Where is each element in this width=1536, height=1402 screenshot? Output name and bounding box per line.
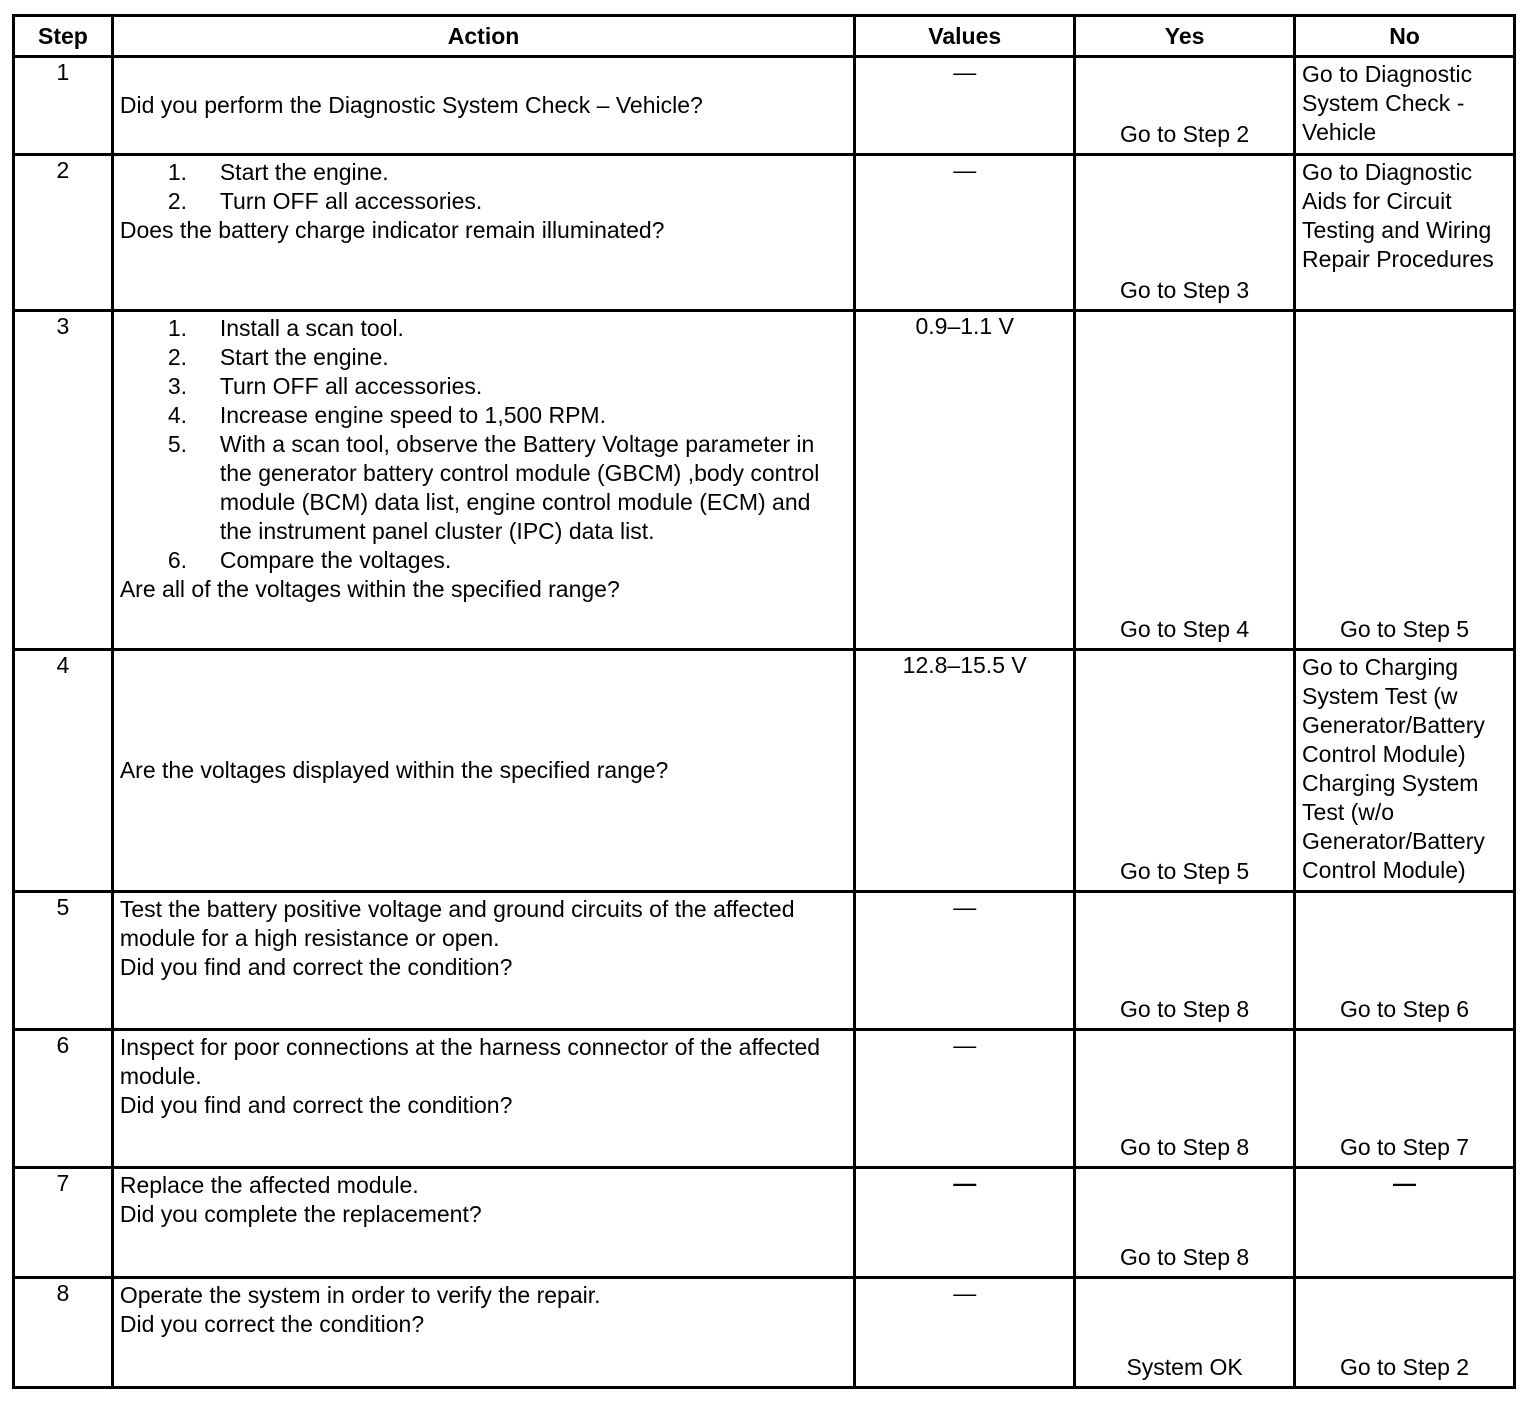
no-cell: Go to Step 6 bbox=[1295, 892, 1515, 1030]
header-values: Values bbox=[855, 16, 1075, 57]
action-question: Did you find and correct the condition? bbox=[119, 954, 513, 980]
action-steps bbox=[120, 158, 845, 216]
list-item: 1. Install a scan tool. bbox=[167, 315, 404, 341]
no-cell: Go to Step 2 bbox=[1295, 1278, 1515, 1388]
action-question: Does the battery charge indicator remain illuminated? bbox=[119, 217, 665, 243]
action-steps bbox=[120, 314, 845, 575]
step-number: 6 bbox=[14, 1030, 113, 1168]
value-cell: — bbox=[855, 1278, 1075, 1388]
list-item: 3. Turn OFF all accessories. bbox=[167, 373, 483, 399]
step-number: 4 bbox=[14, 650, 113, 892]
table-row bbox=[14, 650, 1515, 892]
yes-cell: Go to Step 3 bbox=[1075, 155, 1295, 311]
list-item: 4. Increase engine speed to 1,500 RPM. bbox=[167, 402, 606, 428]
value-cell: 12.8–15.5 V bbox=[855, 650, 1075, 892]
list-item: 2. Turn OFF all accessories. bbox=[167, 188, 483, 214]
step-number: 8 bbox=[14, 1278, 113, 1388]
action-question: Did you complete the replacement? bbox=[119, 1201, 482, 1227]
no-cell: Go to Diagnostic System Check - Vehicle bbox=[1295, 57, 1515, 155]
yes-cell: Go to Step 8 bbox=[1075, 892, 1295, 1030]
table-row bbox=[14, 155, 1515, 311]
no-cell: Go to Diagnostic Aids for Circuit Testing and Wiring Repair Procedures bbox=[1295, 155, 1515, 311]
action-question: Did you correct the condition? bbox=[119, 1311, 425, 1337]
value-cell: 0.9–1.1 V bbox=[855, 311, 1075, 650]
diagnostic-table bbox=[12, 14, 1516, 1389]
table-row bbox=[14, 1030, 1515, 1168]
action-intro: Operate the system in order to verify the repair. bbox=[119, 1282, 601, 1308]
value-cell: — bbox=[855, 892, 1075, 1030]
action-question: Did you perform the Diagnostic System Check – Vehicle? bbox=[119, 92, 703, 118]
action-intro: Test the battery positive voltage and ground circuits of the affected module for a high resistance or open. bbox=[119, 896, 795, 951]
action-intro: Replace the affected module. bbox=[119, 1172, 419, 1198]
no-cell: Go to Step 7 bbox=[1295, 1030, 1515, 1168]
value-cell: — bbox=[855, 155, 1075, 311]
yes-cell: Go to Step 8 bbox=[1075, 1030, 1295, 1168]
no-cell: — bbox=[1295, 1168, 1515, 1278]
list-item: 6. Compare the voltages. bbox=[167, 547, 452, 573]
action-question: Did you find and correct the condition? bbox=[119, 1092, 513, 1118]
step-number: 2 bbox=[14, 155, 113, 311]
yes-cell: System OK bbox=[1075, 1278, 1295, 1388]
yes-cell: Go to Step 2 bbox=[1075, 57, 1295, 155]
action-cell bbox=[112, 650, 854, 892]
action-cell bbox=[112, 1168, 854, 1278]
table-row bbox=[14, 1168, 1515, 1278]
action-cell bbox=[112, 892, 854, 1030]
step-number: 3 bbox=[14, 311, 113, 650]
header-yes: Yes bbox=[1075, 16, 1295, 57]
yes-cell: Go to Step 5 bbox=[1075, 650, 1295, 892]
list-item: 5. With a scan tool, observe the Battery Voltage parameter in the generator battery control module (GBCM) ,body control module (BCM) data list, engine control module (ECM) and the instrument panel cluster (IPC) data list. bbox=[167, 431, 820, 544]
no-cell: Go to Charging System Test (w Generator/Battery Control Module) Charging System Test (w/o Generator/Battery Control Module) bbox=[1295, 650, 1515, 892]
table-row bbox=[14, 892, 1515, 1030]
action-cell bbox=[112, 311, 854, 650]
value-cell: — bbox=[855, 57, 1075, 155]
header-action: Action bbox=[112, 16, 854, 57]
step-number: 7 bbox=[14, 1168, 113, 1278]
value-cell: — bbox=[855, 1030, 1075, 1168]
action-intro: Inspect for poor connections at the harness connector of the affected module. bbox=[119, 1034, 821, 1089]
table-row bbox=[14, 1278, 1515, 1388]
action-cell bbox=[112, 57, 854, 155]
action-cell bbox=[112, 1030, 854, 1168]
action-cell bbox=[112, 1278, 854, 1388]
header-step: Step bbox=[14, 16, 113, 57]
no-cell: Go to Step 5 bbox=[1295, 311, 1515, 650]
yes-cell: Go to Step 4 bbox=[1075, 311, 1295, 650]
action-question: Are all of the voltages within the specified range? bbox=[119, 576, 620, 602]
step-number: 1 bbox=[14, 57, 113, 155]
header-no: No bbox=[1295, 16, 1515, 57]
table-row bbox=[14, 311, 1515, 650]
header-row bbox=[14, 16, 1515, 57]
value-cell: — bbox=[855, 1168, 1075, 1278]
action-cell bbox=[112, 155, 854, 311]
action-question: Are the voltages displayed within the specified range? bbox=[119, 757, 669, 783]
list-item: 2. Start the engine. bbox=[167, 344, 389, 370]
step-number: 5 bbox=[14, 892, 113, 1030]
yes-cell: Go to Step 8 bbox=[1075, 1168, 1295, 1278]
table-row bbox=[14, 57, 1515, 155]
list-item: 1. Start the engine. bbox=[167, 159, 389, 185]
